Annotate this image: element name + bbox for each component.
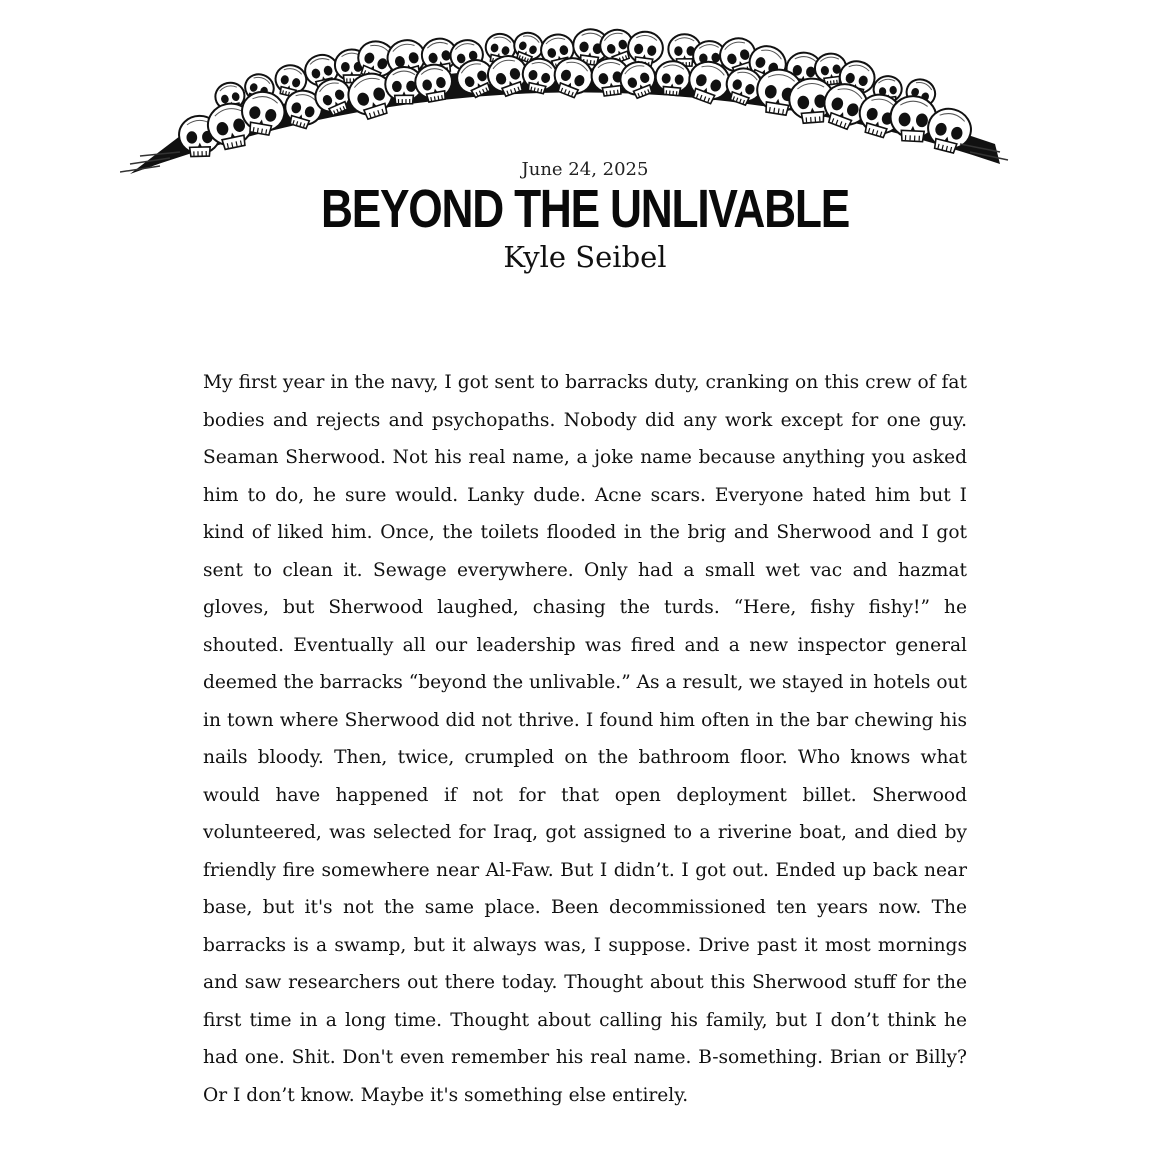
story-title: BEYOND THE UNLIVABLE <box>320 179 850 239</box>
publish-date: June 24, 2025 <box>521 159 649 180</box>
story-body: My first year in the navy, I got sent to barracks duty, cranking on this crew of fat bodies and rejects and psychopaths. Nobody did any work except for one guy. Seaman Sherwood. Not his real name, a joke name because anything you asked him to do, he sure would. Lanky dude. Acne scars. Everyone hated him but I kind of liked him. Once, the toilets flooded in the brig and Sherwood and I got sent to clean it. Sewage everywhere. Only had a small wet vac and hazmat gloves, but Sherwood laughed, chasing the turds. “Here, fishy fishy!” he shouted. Eventually all our leadership was fired and a new inspector general deemed the barracks “beyond the unlivable.” As a result, we stayed in hotels out in town where Sherwood did not thrive. I found him often in the bar chewing his nails bloody. Then, twice, crumpled on the bathroom floor. Who knows what would have happened if not for that open deployment billet. Sherwood volunteered, was selected for Iraq, got assigned to a riverine boat, and died by friendly fire somewhere near Al-Faw. But I didn’t. I got out. Ended up back near base, but it's not the same place. Been decommissioned ten years now. The barracks is a swamp, but it always was, I suppose. Drive past it most mornings and saw researchers out there today. Thought about this Sherwood stuff for the first time in a long time. Thought about calling his family, but I don’t think he had one. Shit. Don't even remember his real name. B-something. Brian or Billy? Or I don’t know. Maybe it's something else entirely. <box>203 372 967 1106</box>
story-author: Kyle Seibel <box>503 240 667 274</box>
